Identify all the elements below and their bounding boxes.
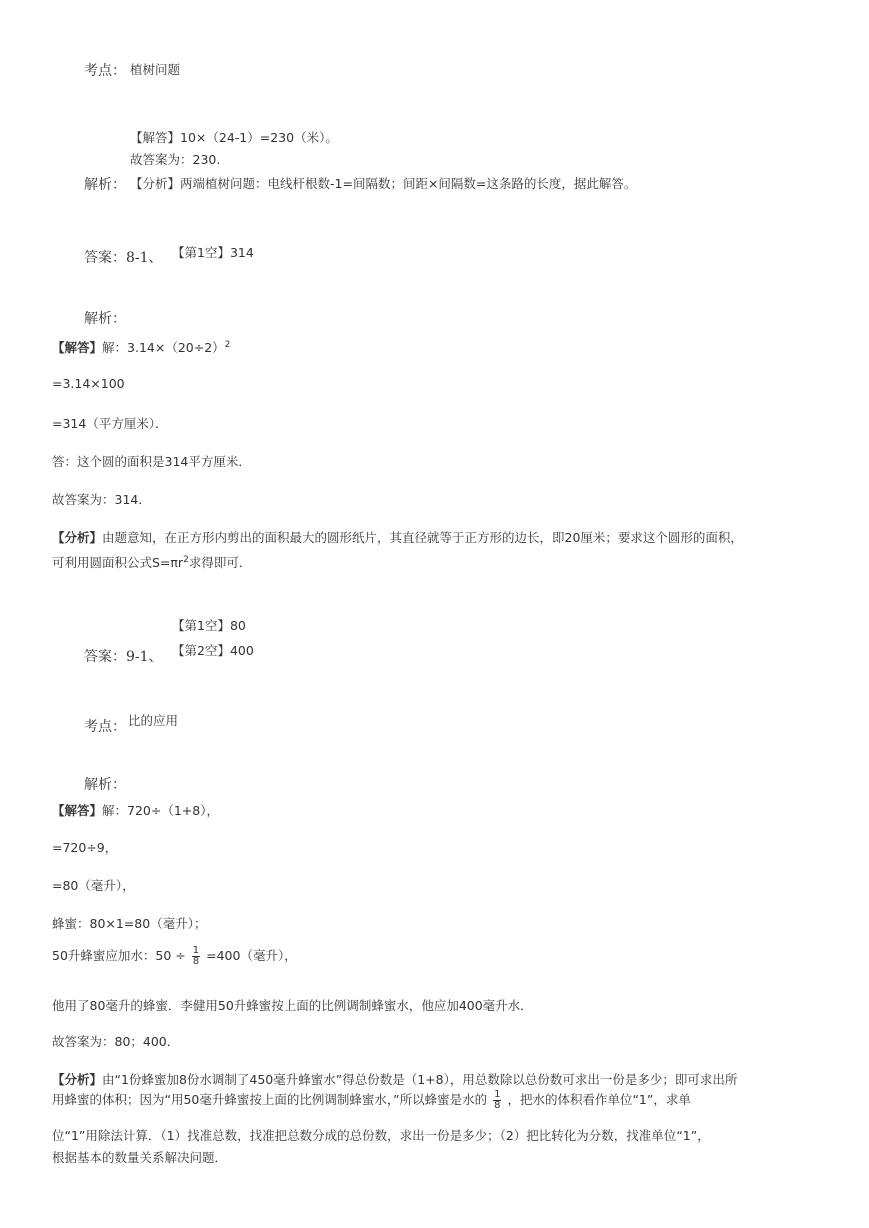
answer-blank-2: 【第2空】400 — [172, 643, 254, 658]
solution-text: 解：3.14×（20÷2） — [102, 340, 225, 355]
analysis-prefix: 【分析】 — [52, 1072, 103, 1087]
fraction-denominator: 8 — [494, 1100, 501, 1111]
kaodian-value: 比的应用 — [128, 713, 179, 728]
fraction — [192, 946, 200, 967]
exponent: 2 — [183, 554, 189, 565]
answer-label: 答案：9-1、 — [84, 649, 163, 665]
analysis-line-4: 根据基本的数量关系解决问题． — [52, 1150, 228, 1165]
solution-text: 50升蜂蜜应加水：50 ÷ — [52, 948, 186, 963]
solution-line-2: =3.14×100 — [52, 376, 125, 391]
jiexi-label: 解析： — [84, 777, 126, 793]
analysis-line-2 — [52, 553, 251, 571]
kaodian-label: 考点： — [84, 63, 126, 79]
analysis-line-3: 位“1”用除法计算．（1）找准总数，找准把总数分成的总份数，求出一份是多少；（2）把比转化为分数，找准单位“1”， — [52, 1128, 710, 1143]
analysis-line: 【分析】两端植树问题：电线杆根数-1=间隔数；间距×间隔数=这条路的长度，据此解答。 — [130, 176, 637, 191]
kaodian-value: 植树问题 — [130, 62, 181, 77]
analysis-text: 求得即可． — [188, 555, 252, 570]
solution-line-5: 故答案为：314． — [52, 492, 151, 507]
fraction — [493, 1090, 501, 1111]
analysis-prefix: 【分析】 — [52, 530, 103, 545]
kaodian-label: 考点： — [84, 719, 126, 735]
solution-line-1 — [52, 338, 230, 356]
solution-prefix: 【解答】 — [52, 340, 103, 355]
answer-blank-value: 【第1空】314 — [172, 245, 254, 260]
solution-line-4: 答：这个圆的面积是314平方厘米． — [52, 454, 251, 469]
solution-line-5 — [52, 946, 297, 967]
solution-line-3: =80（毫升）， — [52, 878, 135, 893]
fraction-numerator: 1 — [494, 1089, 501, 1100]
solution-text: =400（毫升）， — [206, 948, 297, 963]
solution-text: 解：720÷（1+8）， — [102, 803, 219, 818]
exponent: 2 — [224, 339, 231, 350]
analysis-line-1 — [52, 1070, 737, 1088]
solution-line-4: 蜂蜜：80×1=80（毫升）； — [52, 916, 207, 931]
solution-line-1 — [52, 801, 219, 819]
answer-blank-1: 【第1空】80 — [172, 618, 246, 633]
jiexi-label: 解析： — [84, 311, 126, 327]
fraction-denominator: 8 — [192, 956, 200, 967]
answer-line: 【解答】10×（24-1）=230（米）。 — [130, 130, 338, 145]
fraction-numerator: 1 — [192, 945, 200, 956]
analysis-text: 可利用圆面积公式S=πr — [52, 555, 184, 570]
analysis-text: 由题意知，在正方形内剪出的面积最大的圆形纸片，其直径就等于正方形的边长，即20厘米；要求这个圆形的面积， — [102, 530, 743, 545]
analysis-text: 由“1份蜂蜜加8份水调制了450毫升蜂蜜水”得总份数是（1+8），用总数除以总份数可求出一份是多少；即可求出所 — [102, 1072, 738, 1087]
final-answer-line: 故答案为：230. — [130, 152, 221, 167]
analysis-line-2 — [52, 1090, 691, 1111]
analysis-text: 用蜂蜜的体积；因为“用50毫升蜂蜜按上面的比例调制蜂蜜水，”所以蜂蜜是水的 — [52, 1092, 488, 1107]
analysis-line-1 — [52, 528, 743, 546]
solution-line-3: =314（平方厘米）． — [52, 416, 168, 431]
analysis-text: ，把水的体积看作单位“1”，求单 — [507, 1092, 691, 1107]
answer-label: 答案：8-1、 — [84, 250, 163, 266]
solution-line-6: 他用了80毫升的蜂蜜．李健用50升蜂蜜按上面的比例调制蜂蜜水，他应加400毫升水． — [52, 998, 533, 1013]
solution-line-2: =720÷9， — [52, 840, 118, 855]
jiexi-label: 解析： — [84, 177, 126, 193]
solution-prefix: 【解答】 — [52, 803, 103, 818]
solution-line-7: 故答案为：80；400． — [52, 1034, 180, 1049]
